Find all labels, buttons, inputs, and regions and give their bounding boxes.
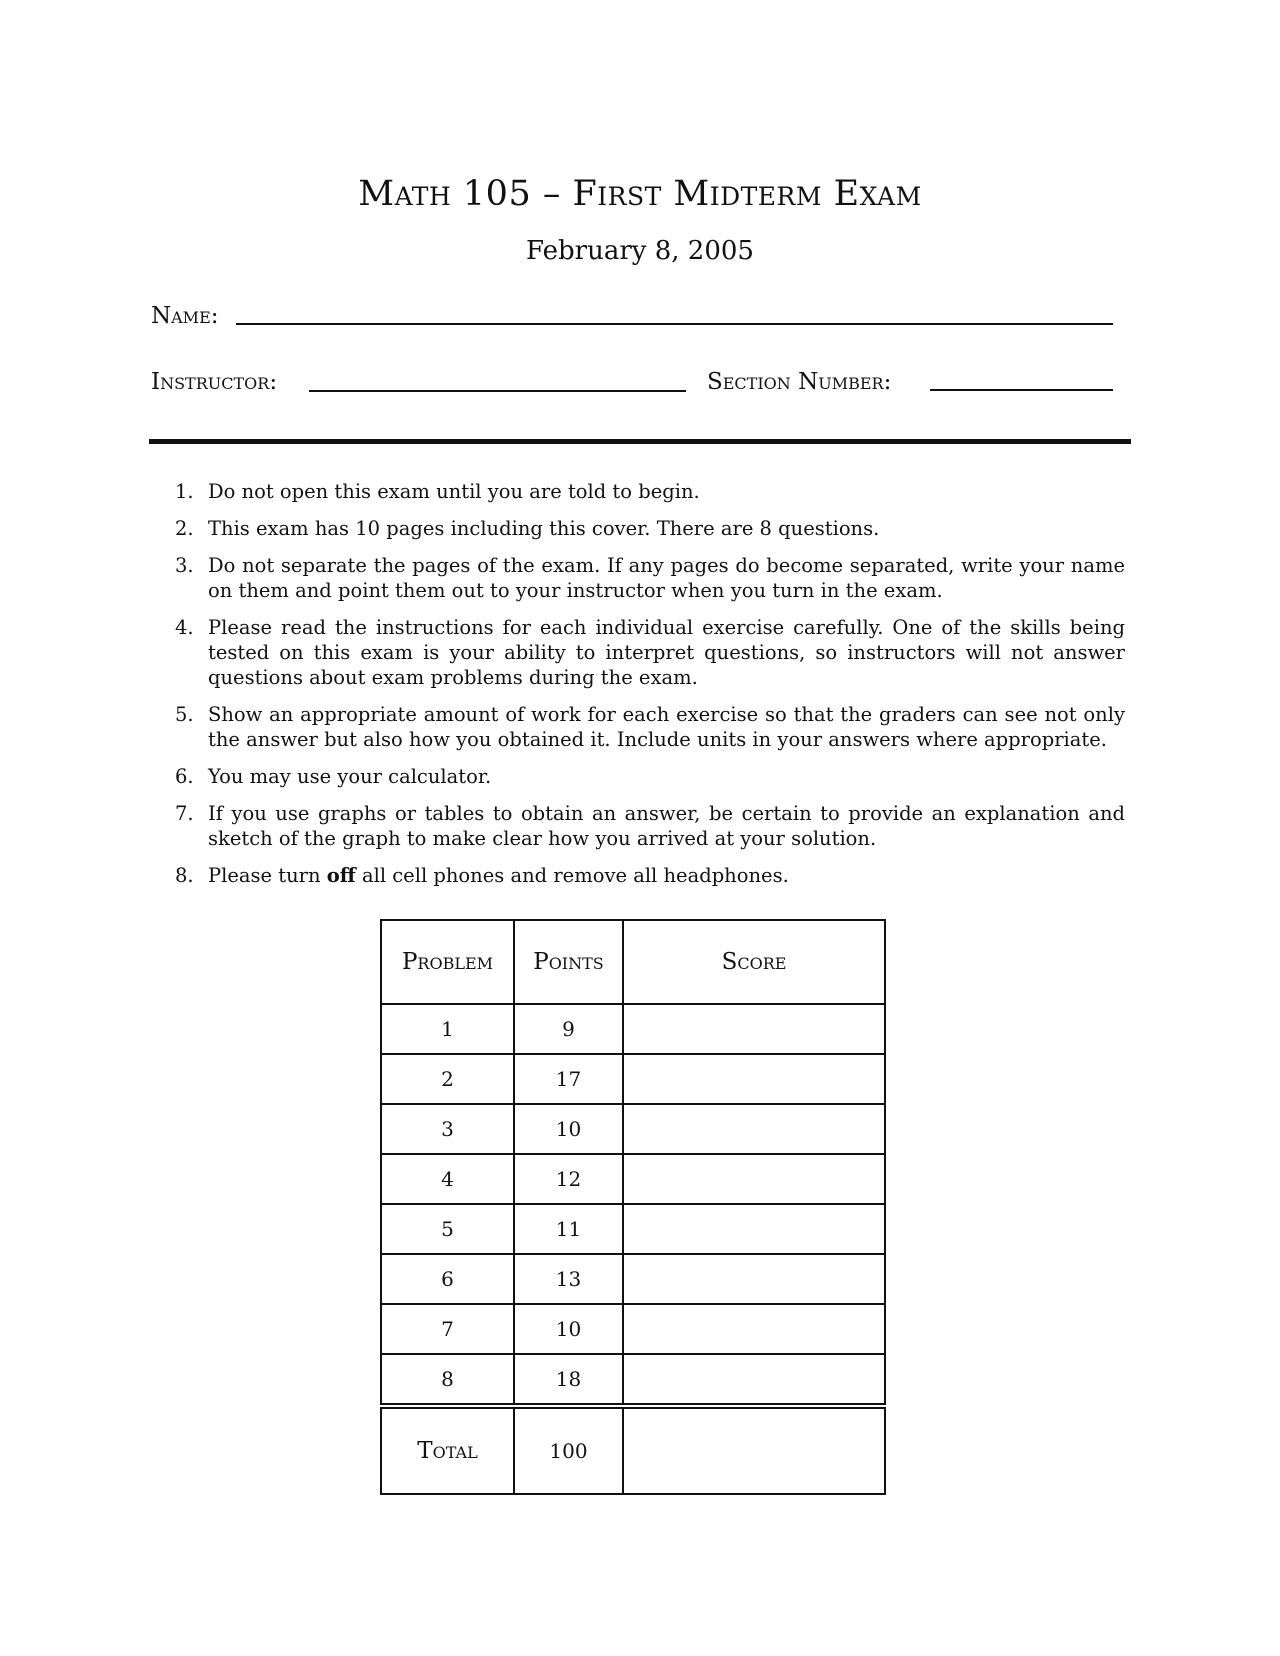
section-number-label: Section Number: — [707, 369, 892, 395]
problem-points: 10 — [514, 1104, 623, 1154]
instruction-item: 8. Please turn off all cell phones and remove all headphones. — [175, 864, 789, 887]
table-row — [381, 1054, 885, 1104]
total-score-cell[interactable] — [623, 1406, 885, 1494]
section-number-field[interactable] — [930, 389, 1113, 391]
instructor-label: Instructor: — [151, 369, 278, 395]
problem-number: 6 — [381, 1254, 514, 1304]
problem-number: 8 — [381, 1354, 514, 1406]
table-row — [381, 1204, 885, 1254]
instruction-item: 1. Do not open this exam until you are told to begin. — [175, 480, 700, 503]
exam-title: Math 105 – First Midterm Exam — [358, 174, 922, 214]
table-row — [381, 1104, 885, 1154]
table-row — [381, 1354, 885, 1406]
problem-number: 2 — [381, 1054, 514, 1104]
problem-number: 5 — [381, 1204, 514, 1254]
instruction-item: 2. This exam has 10 pages including this cover. There are 8 questions. — [175, 517, 880, 540]
problem-number: 3 — [381, 1104, 514, 1154]
score-cell[interactable] — [623, 1104, 885, 1154]
instructor-field[interactable] — [309, 390, 686, 392]
header-divider — [149, 439, 1131, 444]
instruction-item: 5. Show an appropriate amount of work for each exercise so that the graders can see not only the answer but also how you obtained it. Include units in your answers where appropriate. — [175, 703, 1125, 751]
name-field[interactable] — [236, 323, 1113, 325]
exam-date: February 8, 2005 — [526, 236, 754, 266]
table-row — [381, 1254, 885, 1304]
problem-points: 10 — [514, 1304, 623, 1354]
problem-column-header: Problem — [381, 920, 514, 1004]
table-row — [381, 1154, 885, 1204]
problem-points: 13 — [514, 1254, 623, 1304]
problem-number: 4 — [381, 1154, 514, 1204]
problem-points: 12 — [514, 1154, 623, 1204]
total-points: 100 — [514, 1406, 623, 1494]
instruction-item: 7. If you use graphs or tables to obtain an answer, be certain to provide an explanation and sketch of the graph to make clear how you arrived at your solution. — [175, 802, 1125, 850]
name-label: Name: — [151, 303, 219, 329]
problem-points: 9 — [514, 1004, 623, 1054]
score-cell[interactable] — [623, 1154, 885, 1204]
problem-number: 7 — [381, 1304, 514, 1354]
problem-number: 1 — [381, 1004, 514, 1054]
total-row — [381, 1406, 885, 1494]
instruction-item: 4. Please read the instructions for each individual exercise carefully. One of the skills being tested on this exam is your ability to interpret questions, so instructors will not answer questions about exam problems during the exam. — [175, 616, 1125, 689]
score-cell[interactable] — [623, 1254, 885, 1304]
problem-points: 18 — [514, 1354, 623, 1406]
score-cell[interactable] — [623, 1354, 885, 1406]
score-cell[interactable] — [623, 1204, 885, 1254]
instructions-list — [175, 479, 1125, 900]
problem-points: 17 — [514, 1054, 623, 1104]
score-table-header — [381, 920, 885, 1004]
instruction-item: 6. You may use your calculator. — [175, 765, 492, 788]
table-row — [381, 1304, 885, 1354]
table-row — [381, 1004, 885, 1054]
problem-points: 11 — [514, 1204, 623, 1254]
score-table — [380, 919, 886, 1495]
total-label: Total — [381, 1406, 514, 1494]
score-cell[interactable] — [623, 1304, 885, 1354]
emphasis-off: off — [326, 864, 356, 887]
score-column-header: Score — [623, 920, 885, 1004]
score-cell[interactable] — [623, 1004, 885, 1054]
score-cell[interactable] — [623, 1054, 885, 1104]
points-column-header: Points — [514, 920, 623, 1004]
instruction-item: 3. Do not separate the pages of the exam. If any pages do become separated, write your name on them and point them out to your instructor when you turn in the exam. — [175, 554, 1125, 602]
